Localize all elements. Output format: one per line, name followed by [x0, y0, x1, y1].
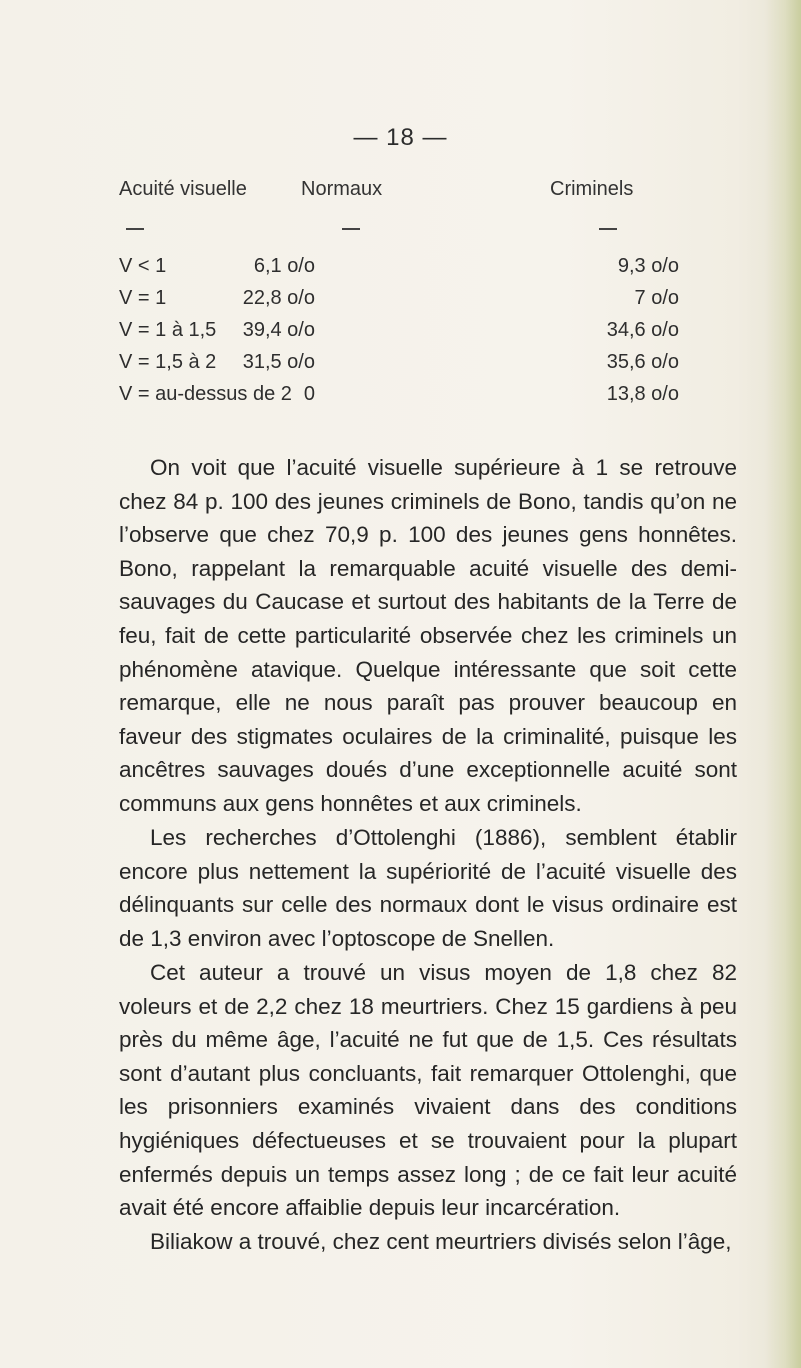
normals-cell: 0: [303, 383, 315, 405]
page-edge-discoloration: [765, 0, 801, 1368]
column-header-normals: Normaux: [301, 178, 383, 200]
acuity-cell: V = 1 à 1,5: [119, 319, 217, 341]
column-header-criminals: Criminels: [550, 178, 634, 200]
normals-cell: 31,5 o/o: [242, 351, 315, 373]
table-row: [0, 351, 801, 381]
acuity-cell: V < 1: [119, 255, 167, 277]
table-row: [0, 319, 801, 349]
table-row: [0, 287, 801, 317]
acuity-cell: V = au-dessus de 2: [119, 383, 292, 405]
acuity-cell: V = 1,5 à 2: [119, 351, 217, 373]
paragraph-bono-acuity: On voit que l’acuité visuelle supérieure à 1 se retrouve chez 84 p. 100 des jeunes criminels de Bono, tandis qu’on ne l’observe que chez 70,9 p. 100 des jeunes gens honnêtes. Bono, rappelant la remarquable acuité visuelle des demi-sauvages du Caucase et surtout des habitants de la Terre de feu, fait de cette particularité observée chez les criminels un phénomène atavique. Quelque intéressante que soit cette remarque, elle ne nous paraît pas prouver beaucoup en faveur des stigmates oculaires de la criminalité, puisque les ancêtres sauvages doués d’une exceptionnelle acuité sont communs aux gens honnêtes et aux criminels.: [119, 455, 737, 816]
criminals-cell: 13,8 o/o: [606, 383, 679, 405]
table-row: [0, 255, 801, 285]
table-row: [0, 383, 801, 413]
column-dash-acuity: [126, 228, 144, 230]
paragraph-biliakow: Biliakow a trouvé, chez cent meurtriers divisés selon l’âge,: [150, 1229, 732, 1254]
acuity-cell: V = 1: [119, 287, 167, 309]
criminals-cell: 9,3 o/o: [617, 255, 679, 277]
normals-cell: 22,8 o/o: [242, 287, 315, 309]
column-dash-criminals: [599, 228, 617, 230]
normals-cell: 6,1 o/o: [253, 255, 315, 277]
criminals-cell: 7 o/o: [634, 287, 679, 309]
criminals-cell: 35,6 o/o: [606, 351, 679, 373]
normals-cell: 39,4 o/o: [242, 319, 315, 341]
paragraph-ottolenghi-research: Les recherches d’Ottolenghi (1886), semblent établir encore plus nettement la supériorité de l’acuité visuelle des délinquants sur celle des normaux dont le visus ordinaire est de 1,3 environ avec l’optoscope de Snellen.: [119, 825, 737, 951]
column-header-acuity: Acuité visuelle: [119, 178, 247, 200]
criminals-cell: 34,6 o/o: [606, 319, 679, 341]
column-dash-normals: [342, 228, 360, 230]
page-number: — 18 —: [353, 124, 448, 151]
paragraph-ottolenghi-results: Cet auteur a trouvé un visus moyen de 1,8 chez 82 voleurs et de 2,2 chez 18 meurtriers. Chez 15 gardiens à peu près du même âge, l’acuité ne fut que de 1,5. Ces résultats sont d’autant plus concluants, fait remarquer Ottolenghi, que les prisonniers examinés vivaient dans des conditions hygiéniques défectueuses et se trouvaient pour la plupart enfermés depuis un temps assez long ; de ce fait leur acuité avait été encore affaiblie depuis leur incarcération.: [119, 960, 737, 1221]
